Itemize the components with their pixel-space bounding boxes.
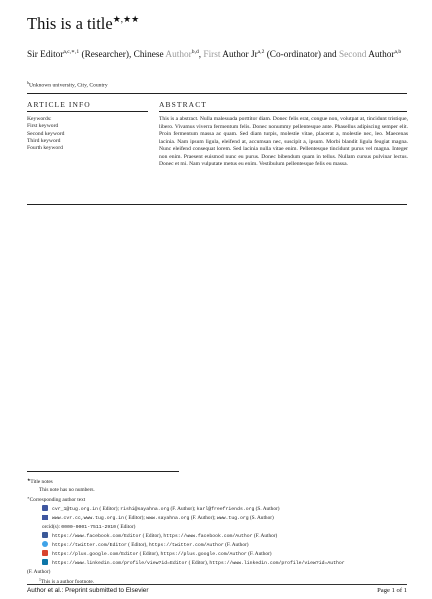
article-info-rule [27, 111, 148, 112]
page-number: Page 1 of 1 [377, 587, 407, 594]
facebook-link[interactable]: https://www.facebook.com/Editor [52, 533, 142, 539]
footnote-linkedin-wrap: (F. Author) [27, 569, 51, 576]
running-author: Author et al. [27, 587, 62, 594]
running-note: : Preprint submitted to Elsevier [61, 587, 149, 594]
linkedin-link[interactable]: https://www.linkedin.com/profile/view?id=Editor [52, 561, 188, 567]
footnote-twitter: https://twitter.com/Editor ( Editor), https://twitter.com/Author (F. Author) [27, 541, 407, 550]
footnote-author: $^1$This is a author footnote. [39, 578, 95, 586]
keywords-label: Keywords: [27, 116, 52, 122]
home-icon [42, 515, 48, 520]
paper-title [27, 14, 139, 34]
author-name: Author Jr [222, 50, 258, 60]
footnote-rule [27, 471, 179, 472]
keywords-block [27, 116, 64, 152]
bottom-rule [27, 204, 407, 205]
affiliation [27, 80, 108, 89]
author-name: Author [165, 50, 192, 60]
affiliation-text: Unknown university, City, Country [29, 82, 108, 89]
footnote-gplus: https://plus.google.com/Editor ( Editor), https://plus.google.com/Author (F. Author) [27, 550, 407, 559]
affiliation-mark: b [27, 80, 29, 85]
email-link[interactable]: karl@freefriends.org [196, 506, 255, 512]
web-link[interactable]: www.sayahna.org [146, 515, 190, 521]
article-info-heading: ARTICLE INFO [27, 100, 91, 109]
facebook-icon [42, 532, 48, 538]
author-affiliation-marks: a,c,∗,1 [63, 49, 80, 55]
abstract-rule [159, 111, 407, 112]
author-name: Sir Editor [27, 50, 64, 60]
footnote-facebook: https://www.facebook.com/Editor ( Editor), https://www.facebook.com/Author (F. Author) [27, 532, 407, 541]
linkedin-icon [42, 559, 48, 565]
author-list [27, 45, 407, 62]
footnote-linkedin: https://www.linkedin.com/profile/view?id=Editor ( Editor), https://www.linkedin.com/profile/view?id=Author [27, 559, 407, 568]
keyword-item: Second keyword [27, 130, 65, 137]
footnote-email: cvr_1@tug.org.in ( Editor); rishi@sayahna.org (F. Author); karl@freefriends.org (S. Author) [27, 505, 407, 514]
abstract-heading: ABSTRACT [159, 100, 207, 109]
abstract-text: This is a abstract. Nulla malesuada porttitor diam. Donec felis erat, congue non, volutpat at, tincidunt tristique, libero. Vivamus viverra fermentum felis. Donec nonummy pellentesque ante. Phasellus adipiscing semper elit. Proin fermentum massa ac quam. Sed diam turpis, molestie vitae, placerat a, molestie nec, leo. Maecenas lacinia. Nam ipsum ligula, eleifend at, accumsan nec, suscipit a, ipsum. Morbi blandit ligula feugiat magna. Nunc eleifend consequat lorem. Sed lacinia nulla vitae enim. Pellentesque tincidunt purus vel magna. Integer non enim. Praesent euismod nunc eu purus. Donec bibendum quam in tellus. Nullam cursus pulvinar lectus. Donec et mi. Nam vulputate metus eu enim. Vestibulum pellentesque felis eu massa. [159, 116, 408, 167]
google-plus-icon [42, 550, 48, 556]
footnote-mark: ★ [27, 478, 31, 482]
author-affiliation-marks: a,2 [257, 49, 265, 55]
footer-rule [27, 584, 407, 585]
author-role: , [198, 50, 204, 60]
author-affiliation-marks: a,b [394, 49, 402, 55]
author-role: (Co-ordinator) and [264, 50, 339, 60]
email-link[interactable]: rishi@sayahna.org [120, 506, 170, 512]
footnote-mark: 1 [39, 578, 41, 583]
footnote-web: www.cvr.cc,www.tug.org.in ( Editor); www.sayahna.org (F. Author); www.tug.org (S. Author) [27, 514, 407, 523]
web-link[interactable]: www.cvr.cc,www.tug.org.in [52, 515, 124, 521]
author-affiliation-marks: b,d [191, 49, 199, 55]
linkedin-link[interactable]: https://www.linkedin.com/profile/view?id=Author [209, 561, 345, 567]
facebook-link[interactable]: https://www.facebook.com/Author [163, 533, 253, 539]
footnote-corresponding: ∗Corresponding author text [27, 496, 86, 504]
author-name: Author [368, 50, 395, 60]
author-role: (Researcher), [79, 50, 134, 60]
running-footer [27, 587, 149, 594]
footnote-mark: ∗ [27, 496, 30, 501]
author-name: First [203, 50, 223, 60]
gplus-link[interactable]: https://plus.google.com/Author [160, 552, 247, 558]
email-icon [42, 505, 48, 511]
keyword-item: Third keyword [27, 137, 61, 144]
gplus-link[interactable]: https://plus.google.com/Editor [52, 552, 139, 558]
footnote-orcid: orcid(s): 0000-0001-7511-2910 ( Editor) [42, 523, 136, 530]
twitter-link[interactable]: https://twitter.com/Editor [52, 543, 127, 549]
title-text: This is a title [27, 14, 113, 33]
web-link[interactable]: www.tug.org [216, 515, 249, 521]
orcid-link[interactable]: 0000-0001-7511-2910 [61, 524, 116, 530]
author-name: Chinese [133, 50, 166, 60]
keyword-item: First keyword [27, 123, 59, 130]
footnote-title-notes: ★Title notes [27, 478, 53, 486]
twitter-link[interactable]: https://twitter.com/Author [148, 543, 224, 549]
twitter-icon [42, 541, 48, 547]
email-link[interactable]: cvr_1@tug.org.in [52, 506, 99, 512]
title-note-marks: ★,★★ [112, 14, 140, 24]
author-name: Second [339, 50, 369, 60]
keyword-item: Fourth keyword [27, 145, 63, 152]
footnotes [27, 476, 407, 587]
footnote-no-numbers: This note has no numbers. [39, 487, 95, 494]
top-rule [27, 93, 407, 94]
